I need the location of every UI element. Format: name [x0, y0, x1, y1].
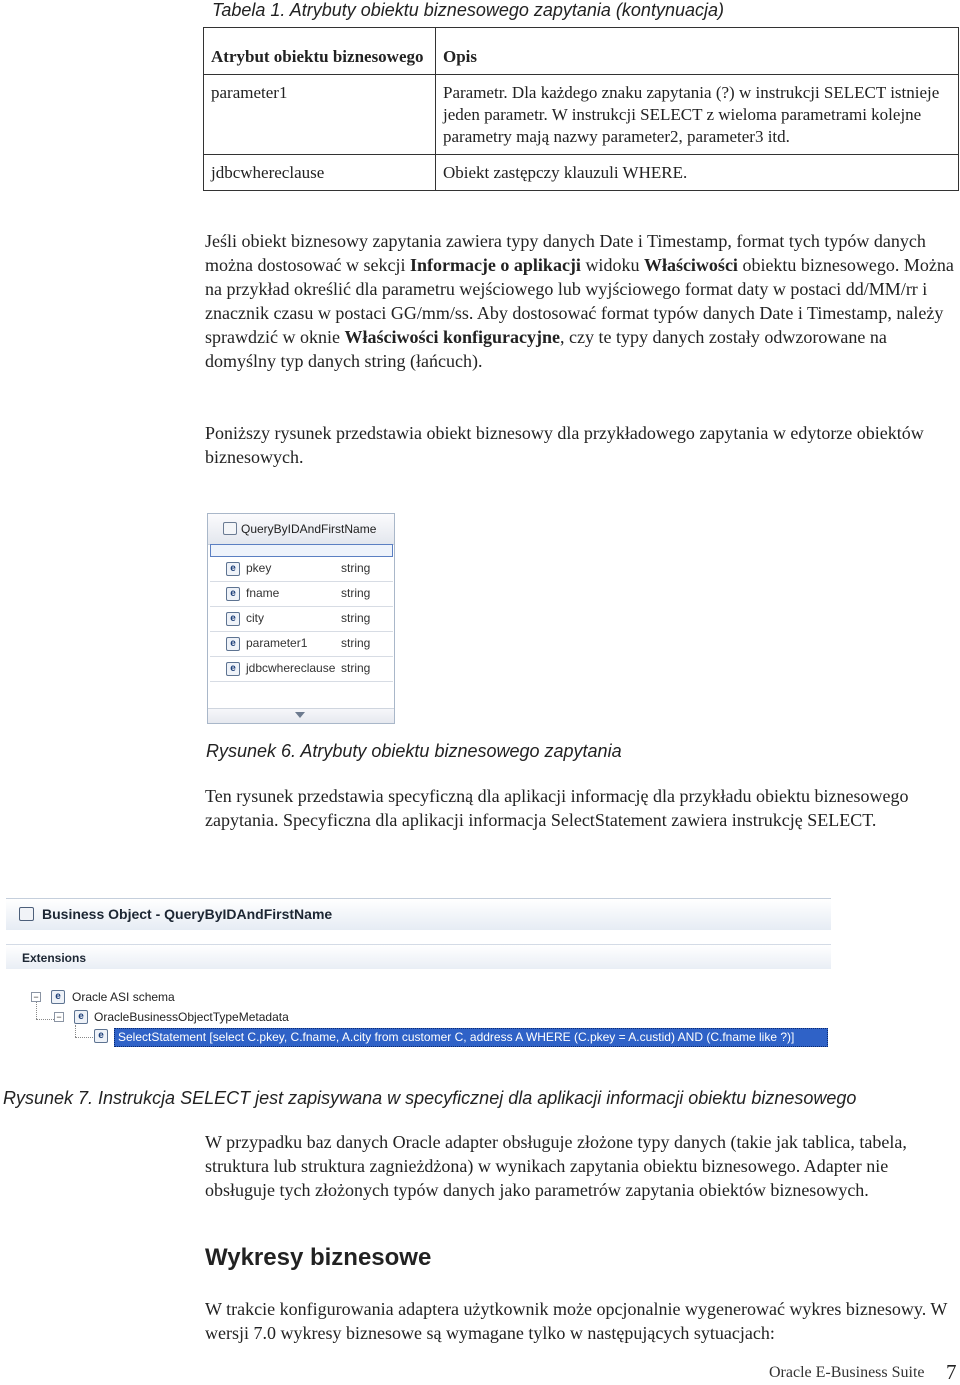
- column-header-attribute: Atrybut obiektu biznesowego: [204, 28, 436, 75]
- attribute-row[interactable]: [210, 631, 393, 657]
- properties-title: Business Object - QueryByIDAndFirstName: [42, 906, 333, 922]
- business-object-icon: [19, 907, 34, 921]
- text-run: , czy te typy danych zostały odwzorowane na domyślny typ danych string (łańcuch).: [205, 327, 887, 371]
- attribute-type: string: [341, 611, 371, 625]
- table-cell-attribute: jdbcwhereclause: [204, 155, 436, 191]
- paragraph-business-graphs: W trakcie konfigurowania adaptera użytkownik może opcjonalnie wygenerować wykres biznesowy. W wersji 7.0 wykresy biznesowe są wymagane tylko w następujących sytuacjach:: [205, 1299, 948, 1343]
- element-icon: e: [74, 1010, 88, 1024]
- business-object-editor: [207, 513, 395, 724]
- section-heading: Wykresy biznesowe: [205, 1244, 432, 1271]
- table-row: [204, 155, 959, 191]
- editor-header[interactable]: [208, 514, 394, 545]
- extensions-title: Extensions: [22, 951, 87, 965]
- attribute-type: string: [341, 636, 371, 650]
- tree-connector: [75, 1025, 76, 1037]
- attribute-type: string: [341, 586, 371, 600]
- footer-title: Oracle E-Business Suite: [769, 1364, 925, 1381]
- attribute-row[interactable]: [210, 581, 393, 607]
- business-object-properties: [6, 898, 831, 1050]
- table-caption: Tabela 1. Atrybuty obiektu biznesowego zapytania (kontynuacja): [212, 0, 724, 20]
- table-header-row: [204, 28, 959, 75]
- attribute-name: city: [246, 611, 264, 625]
- attribute-name: fname: [246, 586, 280, 600]
- element-icon: e: [226, 587, 240, 601]
- text-run: Jeśli obiekt biznesowy zapytania zawiera typy danych Date i Timestamp, format tych typów danych można dostosować w sekcji: [205, 231, 926, 275]
- tree-item-label: SelectStatement [select C.pkey, C.fname, A.city from customer C, address A WHERE (C.pkey = A.custid) AND (C.fname like ?)]: [118, 1030, 795, 1044]
- element-icon: e: [226, 637, 240, 651]
- element-icon: e: [51, 990, 65, 1004]
- attribute-name: jdbcwhereclause: [246, 661, 336, 675]
- properties-title-bar: [6, 898, 831, 930]
- paragraph-figure7-intro: Ten rysunek przedstawia specyficzną dla aplikacji informację dla przykładu obiektu biznesowego zapytania. Specyficzna dla aplikacji informacja SelectStatement zawiera instrukcję SELECT.: [205, 786, 909, 830]
- tree-item-label[interactable]: OracleBusinessObjectTypeMetadata: [94, 1010, 289, 1024]
- table-cell-description: Parametr. Dla każdego znaku zapytania (?) w instrukcji SELECT istnieje jeden parametr. W instrukcji SELECT z wieloma parametrami kolejne parametry mają nazwy parameter2, parameter3 itd.: [436, 75, 959, 155]
- attribute-row[interactable]: [210, 656, 393, 682]
- tree-connector: [36, 1002, 37, 1019]
- attribute-row[interactable]: [210, 606, 393, 632]
- table-cell-attribute: parameter1: [204, 75, 436, 155]
- element-icon: e: [226, 612, 240, 626]
- scroll-down-button[interactable]: [208, 708, 394, 723]
- table-cell-description: Obiekt zastępczy klauzuli WHERE.: [436, 155, 959, 191]
- attribute-name: parameter1: [246, 636, 308, 650]
- paragraph-figure-intro: Poniższy rysunek przedstawia obiekt biznesowy dla przykładowego zapytania w edytorze obiektów biznesowych.: [205, 423, 924, 467]
- attribute-row[interactable]: [210, 556, 393, 582]
- column-header-description: Opis: [436, 28, 959, 75]
- business-object-icon: [223, 522, 237, 535]
- collapse-toggle[interactable]: −: [54, 1012, 64, 1022]
- bold-term: Właściwości: [643, 255, 738, 275]
- bold-term: Informacje o aplikacji: [409, 255, 581, 275]
- attribute-type: string: [341, 561, 371, 575]
- tree-item-label[interactable]: Oracle ASI schema: [72, 990, 175, 1004]
- collapse-toggle[interactable]: −: [31, 992, 41, 1002]
- attribute-type: string: [341, 661, 371, 675]
- element-icon: e: [226, 662, 240, 676]
- triangle-down-icon: [295, 712, 305, 718]
- attributes-table: [203, 27, 959, 191]
- figure-caption: Rysunek 7. Instrukcja SELECT jest zapisywana w specyficznej dla aplikacji informacji obiektu biznesowego: [3, 1088, 857, 1108]
- bold-term: Właściwości konfiguracyjne: [344, 327, 560, 347]
- element-icon: e: [94, 1029, 108, 1043]
- attribute-name: pkey: [246, 561, 272, 575]
- element-icon: e: [226, 562, 240, 576]
- page-number: 7: [946, 1360, 957, 1384]
- business-object-title: QueryByIDAndFirstName: [241, 522, 377, 536]
- tree-connector: [75, 1037, 93, 1038]
- text-run: widoku: [580, 255, 644, 275]
- paragraph-complex-types: W przypadku baz danych Oracle adapter obsługuje złożone typy danych (takie jak tablica, tabela, struktura lub struktura zagnieżdżona) w wynikach zapytania obiektu biznesowego. Adapter nie obsługuje tych złożonych typów danych jako parametrów zapytania obiektów biznesowych.: [205, 1132, 907, 1200]
- figure-caption: Rysunek 6. Atrybuty obiektu biznesowego zapytania: [206, 741, 622, 761]
- extensions-section-header[interactable]: [6, 944, 831, 969]
- table-row: [204, 75, 959, 155]
- paragraph-date-timestamp: [205, 229, 955, 373]
- selected-tree-item[interactable]: [114, 1028, 828, 1047]
- text-run: obiektu biznesowego. Można na przykład określić dla parametru wejściowego lub wyjściowego format daty w postaci dd/MM/rr i znacznik czasu w postaci GG/mm/ss. Aby dostosować format typów danych Date i Timestamp, należy sprawdzić w oknie: [205, 255, 954, 347]
- tree-connector: [36, 1019, 54, 1020]
